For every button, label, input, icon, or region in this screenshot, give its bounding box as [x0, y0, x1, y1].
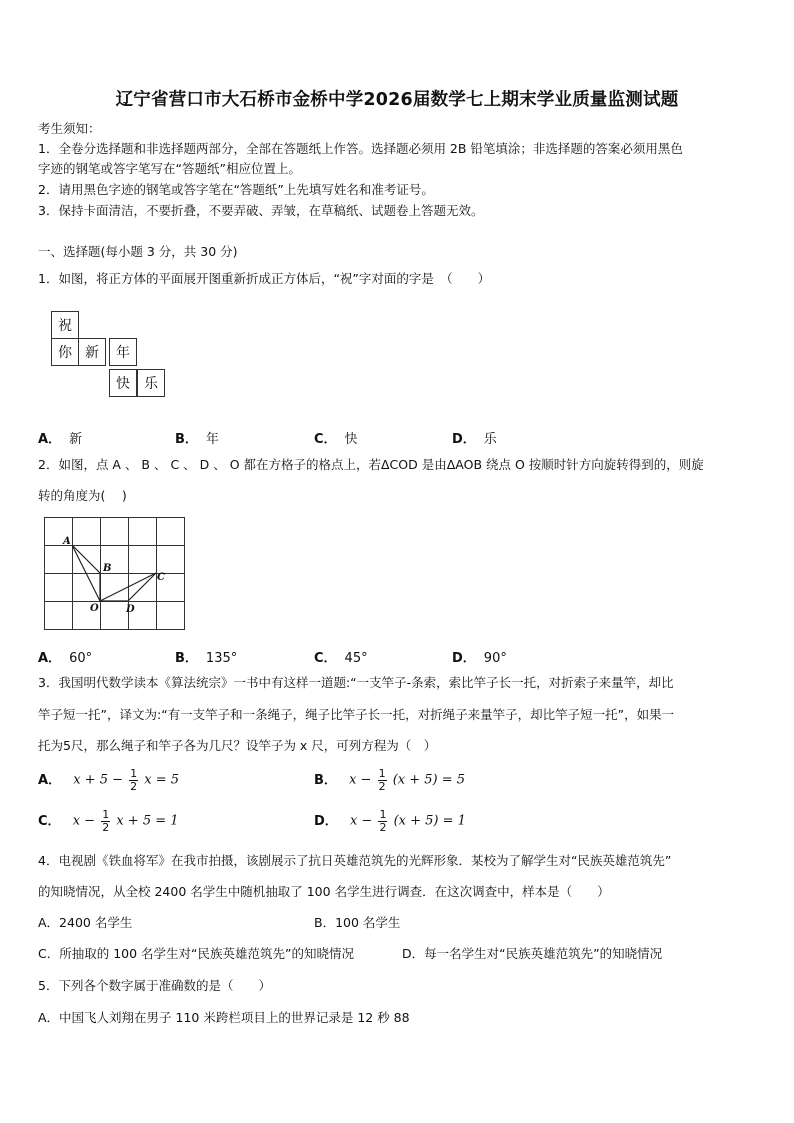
rotation-grid-figure [44, 517, 185, 631]
option-label: A． [38, 651, 62, 666]
option-label: A． [38, 432, 62, 447]
q3-stem-line-2: 竿子短一托”，译文为:“有一支竿子和一条绳子，绳子比竿子长一托，对折绳子来量竿子，却比竿子短一托”，如果一 [38, 707, 675, 722]
option-math-post: x + 5 = 1 [116, 813, 179, 829]
q2-option-a[interactable] [38, 647, 92, 666]
cube-cell: 乐 [137, 369, 165, 397]
fraction-denominator: 2 [379, 820, 387, 834]
notice-line-3: 3．保持卡面清洁，不要折叠，不要弄破、弄皱，在草稿纸、试题卷上答题无效。 [38, 203, 484, 218]
q4-stem-line-2: 的知晓情况，从全校 2400 名学生中随机抽取了 100 名学生进行调查．在这次调查中，样本是（ ） [38, 884, 610, 899]
cube-cell: 快 [109, 369, 137, 397]
fraction [378, 768, 387, 792]
notice-line-2: 2．请用黑色字迹的钢笔或答字笔在“答题纸”上先填写姓名和准考证号。 [38, 182, 434, 197]
option-label: B． [314, 772, 337, 788]
q3-stem-line-1: 3．我国明代数学读本《算法统宗》一书中有这样一道题:“一支竿子-条索，索比竿子长一托，对折索子来量竿，却比 [38, 675, 674, 690]
notice-line-1b: 字迹的钢笔或答字笔写在“答题纸”相应位置上。 [38, 161, 301, 176]
option-math-post: (x + 5) = 5 [392, 772, 466, 788]
q1-option-d[interactable] [452, 428, 497, 447]
option-math-post: (x + 5) = 1 [393, 813, 466, 829]
q2-option-c[interactable] [314, 647, 368, 666]
q1-option-b[interactable] [175, 428, 219, 447]
q1-stem: 1．如图，将正方体的平面展开图重新折成正方体后，“祝”字对面的字是 （ ） [38, 271, 491, 286]
q1-option-a[interactable] [38, 428, 82, 447]
option-math-post: x = 5 [144, 772, 180, 788]
notice-line-1a: 1．全卷分选择题和非选择题两部分，全部在答题纸上作答。选择题必须用 2B 铅笔填涂；非选择题的答案必须用黑色 [38, 141, 683, 156]
option-label: B． [175, 432, 198, 447]
option-label: D． [452, 651, 476, 666]
point-label-b: B [103, 563, 112, 574]
notice-heading: 考生须知： [38, 121, 101, 136]
cube-cell: 年 [109, 338, 137, 366]
q2-stem-line-2: 转的角度为( ) [38, 488, 127, 503]
q4-option-c[interactable]: C．所抽取的 100 名学生对“民族英雄范筑先”的知晓情况 [38, 946, 354, 961]
option-text: 60° [69, 651, 93, 666]
cube-cell: 祝 [51, 311, 79, 339]
section-heading: 一、选择题(每小题 3 分，共 30 分) [38, 244, 238, 259]
q3-option-d[interactable] [314, 809, 466, 833]
fraction [101, 809, 110, 833]
q2-stem-line-1: 2．如图，点 A 、 B 、 C 、 D 、 O 都在方格子的格点上，若ΔCOD 是由ΔAOB 绕点 O 按顺时针方向旋转得到的，则旋 [38, 457, 704, 472]
q3-option-b[interactable] [314, 768, 465, 792]
q2-option-d[interactable] [452, 647, 507, 666]
option-math-pre: x + 5 − [73, 772, 123, 788]
option-label: C． [314, 651, 337, 666]
q4-stem-line-1: 4．电视剧《铁血将军》在我市拍摄，该剧展示了抗日英雄范筑先的光辉形象．某校为了解学生对“民族英雄范筑先” [38, 853, 672, 868]
option-math-pre: x − [349, 813, 373, 829]
q3-stem-line-3: 托为5尺，那么绳子和竿子各为几尺？设竿子为 x 尺，可列方程为（ ） [38, 738, 437, 753]
option-math-pre: x − [349, 772, 372, 788]
q2-option-b[interactable] [175, 647, 237, 666]
fraction-numerator: 1 [378, 767, 386, 780]
fraction [129, 768, 138, 792]
q1-option-c[interactable] [314, 428, 358, 447]
point-label-c: C [157, 572, 165, 583]
fraction [378, 809, 387, 833]
cube-cell: 你 [51, 338, 79, 366]
q3-option-c[interactable] [38, 809, 179, 833]
option-text: 乐 [483, 432, 497, 447]
q5-stem: 5．下列各个数字属于准确数的是（ ） [38, 978, 271, 993]
option-label: D． [314, 813, 338, 829]
q5-option-a[interactable]: A．中国飞人刘翔在男子 110 米跨栏项目上的世界记录是 12 秒 88 [38, 1010, 410, 1025]
option-text: 年 [205, 432, 219, 447]
option-text: 45° [344, 651, 368, 666]
q4-option-a[interactable]: A．2400 名学生 [38, 915, 133, 930]
option-label: C． [314, 432, 337, 447]
fraction-denominator: 2 [102, 820, 110, 834]
fraction-denominator: 2 [378, 779, 386, 793]
q3-option-a[interactable] [38, 768, 179, 792]
point-label-a: A [63, 536, 71, 547]
fraction-numerator: 1 [379, 808, 387, 821]
option-label: C． [38, 813, 61, 829]
fraction-numerator: 1 [102, 808, 110, 821]
point-label-d: D [126, 604, 135, 615]
option-label: A． [38, 772, 62, 788]
cube-cell: 新 [78, 338, 106, 366]
page-title: 辽宁省营口市大石桥市金桥中学2026届数学七上期末学业质量监测试题 [115, 90, 679, 110]
option-label: B． [175, 651, 198, 666]
q4-option-d[interactable]: D．每一名学生对“民族英雄范筑先”的知晓情况 [402, 946, 663, 961]
option-text: 90° [483, 651, 507, 666]
option-text: 快 [344, 432, 358, 447]
q4-option-b[interactable]: B．100 名学生 [314, 915, 401, 930]
point-label-o: O [90, 603, 99, 614]
option-math-pre: x − [72, 813, 96, 829]
option-text: 新 [69, 432, 83, 447]
option-text: 135° [205, 651, 238, 666]
option-label: D． [452, 432, 476, 447]
fraction-numerator: 1 [130, 767, 138, 780]
fraction-denominator: 2 [130, 779, 138, 793]
